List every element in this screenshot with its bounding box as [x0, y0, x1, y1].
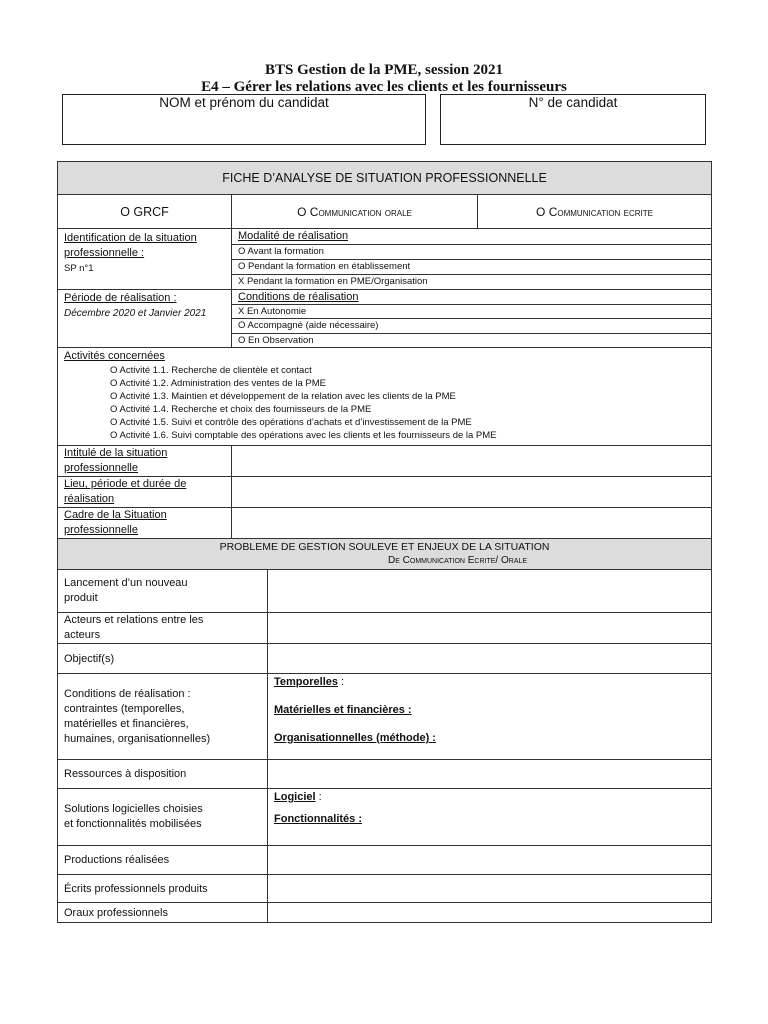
ressources-row [58, 760, 712, 789]
acteurs-label-1: Acteurs et relations entre les [64, 614, 204, 626]
acteurs-label-2: acteurs [64, 629, 101, 641]
objectifs-field[interactable] [268, 644, 712, 674]
lancement-label-1: Lancement d’un nouveau [64, 577, 188, 589]
option-communication-orale[interactable]: O Communication orale [232, 195, 478, 229]
solutions-label-2: et fonctionnalités mobilisées [64, 818, 202, 830]
cadre-label-1: Cadre de la Situation [64, 509, 167, 521]
intitule-label [58, 446, 232, 477]
materielles-label: Matérielles et financières : [274, 704, 412, 716]
modalite-option-3[interactable]: X Pendant la formation en PME/Organisation [232, 274, 711, 289]
oraux-label: Oraux professionnels [58, 903, 268, 923]
sp-number: SP n°1 [64, 263, 94, 274]
productions-field[interactable] [268, 846, 712, 875]
ecrits-row [58, 875, 712, 903]
periode-row [58, 290, 712, 348]
ecrits-field[interactable] [268, 875, 712, 903]
solutions-label [58, 789, 268, 846]
identification-row [58, 229, 712, 290]
productions-label: Productions réalisées [58, 846, 268, 875]
intitule-field[interactable] [232, 446, 712, 477]
sheet-title-row [58, 162, 712, 195]
activite-1-6[interactable]: O Activité 1.6. Suivi comptable des opérations avec les clients et les fournisseurs de la PME [110, 430, 497, 441]
acteurs-field[interactable] [268, 613, 712, 644]
conditions-label-2: contraintes (temporelles, [64, 702, 185, 715]
cadre-label-2: professionnelle [64, 524, 138, 536]
organisationnelles-label: Organisationnelles (méthode) : [274, 732, 436, 744]
acteurs-label [58, 613, 268, 644]
activite-1-1[interactable]: O Activité 1.1. Recherche de clientèle et contact [110, 365, 312, 376]
activite-1-3[interactable]: O Activité 1.3. Maintien et développement de la relation avec les clients de la PME [110, 391, 456, 402]
periode-cell [58, 290, 232, 348]
ecrits-label: Écrits professionnels produits [58, 875, 268, 903]
identification-cell [58, 229, 232, 290]
conditions-label-3: matérielles et financières, [64, 717, 189, 730]
condition-option-2[interactable]: O Accompagné (aide nécessaire) [232, 318, 711, 333]
modalite-label: Modalité de réalisation [238, 230, 349, 242]
lancement-label [58, 570, 268, 613]
lieu-label-2: réalisation [64, 493, 115, 505]
option-communication-ecrite[interactable]: O Communication ecrite [478, 195, 712, 229]
document-title: BTS Gestion de la PME, session 2021 [265, 62, 503, 78]
lancement-row [58, 570, 712, 613]
temporelles-label: Temporelles [274, 676, 338, 688]
lieu-field[interactable] [232, 477, 712, 508]
analysis-sheet [57, 161, 712, 923]
intitule-row [58, 446, 712, 477]
options-row [58, 195, 712, 229]
identification-label-1: Identification de la situation [64, 232, 197, 244]
lancement-label-2: produit [64, 592, 98, 604]
candidate-number-box[interactable] [440, 94, 706, 145]
lancement-field[interactable] [268, 570, 712, 613]
activite-1-4[interactable]: O Activité 1.4. Recherche et choix des fournisseurs de la PME [110, 404, 372, 415]
lieu-row [58, 477, 712, 508]
candidate-name-box[interactable] [62, 94, 426, 145]
conditions-realisation-label [58, 674, 268, 760]
conditions-cell [232, 290, 712, 348]
document-subtitle: E4 – Gérer les relations avec les clients et les fournisseurs [201, 79, 567, 95]
activite-1-5[interactable]: O Activité 1.5. Suivi et contrôle des opérations d’achats et d’investissement de la PME [110, 417, 472, 428]
activites-cell [58, 348, 712, 446]
lieu-label-1: Lieu, période et durée de [64, 478, 187, 490]
candidate-number-label: N° de candidat [528, 95, 618, 110]
cadre-row [58, 508, 712, 539]
oraux-field[interactable] [268, 903, 712, 923]
logiciel-label: Logiciel [274, 791, 316, 803]
intitule-label-1: Intitulé de la situation [64, 447, 168, 459]
conditions-label: Conditions de réalisation [238, 291, 359, 303]
productions-row [58, 846, 712, 875]
conditions-label-4: humaines, organisationnelles) [64, 732, 211, 745]
oraux-row [58, 903, 712, 923]
solutions-field[interactable]: Logiciel : Fonctionnalités : [268, 789, 712, 846]
sheet-title: FICHE D’ANALYSE DE SITUATION PROFESSIONNELLE [58, 162, 712, 195]
modalite-cell [232, 229, 712, 290]
activites-label: Activités concernées [64, 350, 165, 362]
lieu-label [58, 477, 232, 508]
modalite-option-2[interactable]: O Pendant la formation en établissement [232, 259, 711, 274]
fonctionnalites-label: Fonctionnalités : [274, 813, 362, 825]
ressources-field[interactable] [268, 760, 712, 789]
activites-row [58, 348, 712, 446]
periode-value: Décembre 2020 et Janvier 2021 [64, 308, 207, 319]
probleme-title: PROBLEME DE GESTION SOULEVE ET ENJEUX DE LA SITUATION [219, 541, 550, 553]
solutions-row [58, 789, 712, 846]
identification-label-2: professionnelle : [64, 247, 145, 259]
ressources-label: Ressources à disposition [58, 760, 268, 789]
objectifs-row [58, 644, 712, 674]
solutions-label-1: Solutions logicielles choisies [64, 803, 203, 815]
modalite-option-1[interactable]: O Avant la formation [232, 244, 711, 259]
condition-option-3[interactable]: O En Observation [232, 333, 711, 347]
conditions-field[interactable]: Temporelles : Matérielles et financières : Organisationnelles (méthode) : [268, 674, 712, 760]
intitule-label-2: professionnelle [64, 462, 138, 474]
condition-option-1[interactable]: X En Autonomie [232, 304, 711, 318]
probleme-header-row [58, 539, 712, 570]
objectifs-label: Objectif(s) [58, 644, 268, 674]
probleme-subtitle: De Communication Ecrite/ Orale [388, 555, 528, 566]
conditions-label-1: Conditions de réalisation : [64, 687, 191, 700]
option-grcf[interactable]: O GRCF [58, 195, 232, 229]
cadre-field[interactable] [232, 508, 712, 539]
acteurs-row [58, 613, 712, 644]
conditions-row [58, 674, 712, 760]
candidate-name-label: NOM et prénom du candidat [159, 95, 329, 110]
activite-1-2[interactable]: O Activité 1.2. Administration des ventes de la PME [110, 378, 326, 389]
periode-label: Période de réalisation : [64, 292, 177, 304]
probleme-header [58, 539, 712, 570]
cadre-label [58, 508, 232, 539]
